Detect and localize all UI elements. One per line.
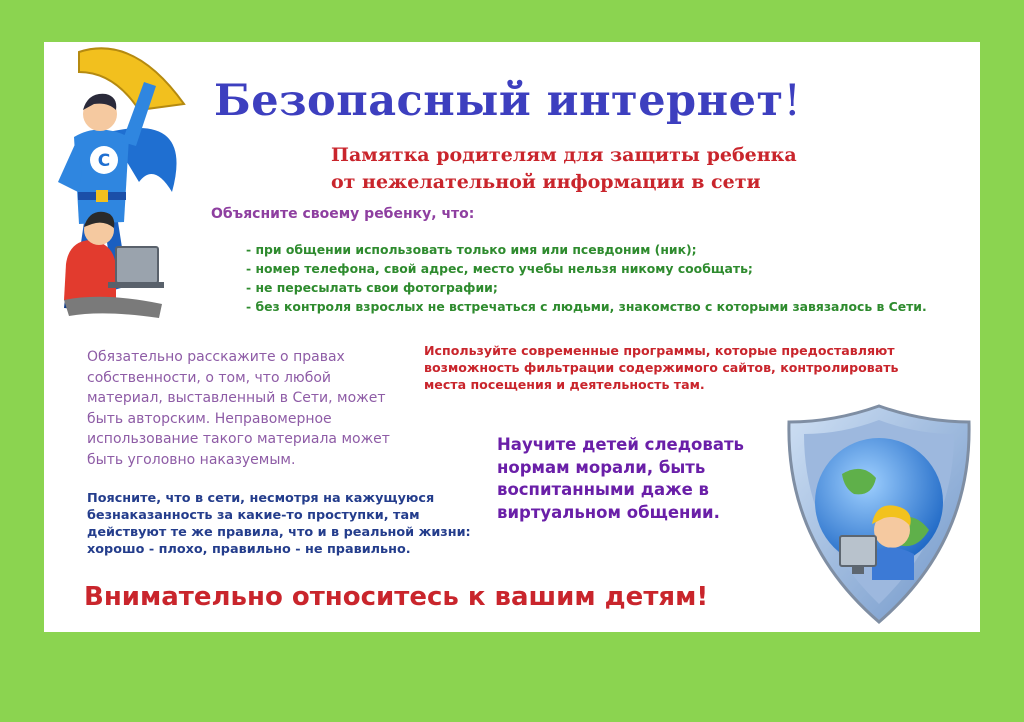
subtitle-line-2: от нежелательной информации в сети [331,171,761,193]
rule-item: - без контроля взрослых не встречаться с людьми, знакомство с которыми завязалось в Сети. [246,299,927,314]
morals-line: Научите детей следовать [497,435,744,454]
copyright-line: собственности, о том, что любой [87,369,332,386]
title-exclamation: ! [783,76,802,126]
copyright-line: Обязательно расскажите о правах [87,349,345,365]
explain-net-line: хорошо - плохо, правильно - не правильно. [87,542,411,557]
explain-net-block [87,490,497,558]
subtitle-line-1: Памятка родителям для защиты ребенка [331,144,797,166]
programs-block [424,342,899,393]
explain-heading: Объясните своему ребенку, что: [211,206,475,222]
programs-line: возможность фильтрации содержимого сайтов, контролировать [424,360,899,375]
morals-line: воспитанными даже в [497,480,709,499]
hero-emblem: С [97,151,111,171]
poster [44,42,980,632]
copyright-line: материал, выставленный в Сети, может [87,390,386,406]
copyright-block [87,347,417,470]
morals-line: виртуальном общении. [497,502,720,522]
morals-line: нормам морали, быть [497,457,706,477]
footer-slogan: Внимательно относитесь к вашим детям! [84,582,709,612]
rule-item: - не пересылать свои фотографии; [246,280,498,295]
explain-net-line: действуют те же правила, что и в реальной жизни: [87,525,471,540]
explain-net-line: безнаказанность за какие-то проступки, там [87,508,420,523]
subtitle [331,142,797,196]
rules-list [246,240,927,316]
rule-item: - номер телефона, свой адрес, место учебы нельзя никому сообщать; [246,261,753,276]
rule-item: - при общении использовать только имя или псевдоним (ник); [246,242,697,257]
explain-net-line: Поясните, что в сети, несмотря на кажущуюся [87,491,435,506]
programs-line: места посещения и деятельность там. [424,377,705,392]
copyright-line: быть уголовно наказуемым. [87,451,296,468]
page-title [214,76,801,126]
shield-globe-child-icon [784,402,974,627]
superhero-illustration-icon [44,42,214,342]
title-main: Безопасный интернет [214,76,784,126]
copyright-line: использование такого материала может [87,431,390,447]
programs-line: Используйте современные программы, которые предоставляют [424,343,895,358]
morals-block [497,434,787,524]
copyright-line: быть авторским. Неправомерное [87,410,332,427]
